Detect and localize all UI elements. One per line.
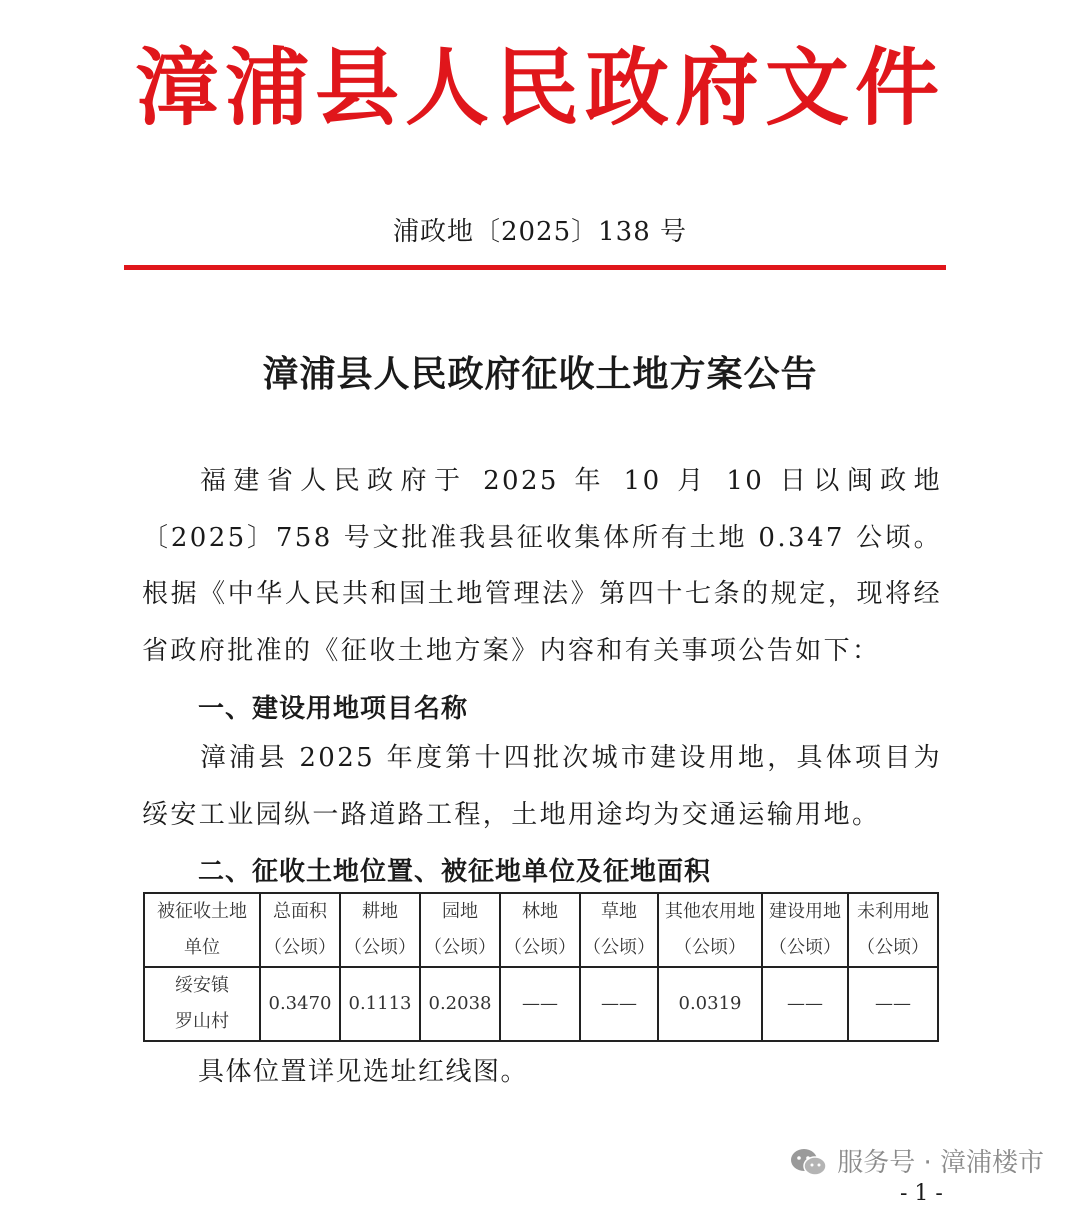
table-cell: —— [762, 967, 848, 1041]
red-divider-line [124, 265, 946, 270]
section1-text: 漳浦县 2025 年度第十四批次城市建设用地，具体项目为绥安工业园纵一路道路工程，土地用途均为交通运输用地。 [142, 743, 942, 830]
notice-title: 漳浦县人民政府征收土地方案公告 [262, 353, 818, 395]
watermark [789, 1143, 1044, 1183]
table-cell: 0.3470 [260, 967, 340, 1041]
table-cell: 0.0319 [658, 967, 762, 1041]
table-cell: 0.2038 [420, 967, 500, 1041]
table-header-cell: 园地 （公顷） [420, 893, 500, 967]
intro-paragraph: 福建省人民政府于 2025 年 10 月 10 日以闽政地〔2025〕758 号文批准我县征收集体所有土地 0.347 公顷。根据《中华人民共和国土地管理法》第四十七条的规定，现将经省政府批准的《征收土地方案》内容和有关事项公告如下： [142, 466, 942, 666]
table-header-cell: 被征收土地 单位 [144, 893, 260, 967]
section2-heading: 二、征收土地位置、被征地单位及征地面积 [198, 857, 712, 887]
table-header-cell: 未利用地 （公顷） [848, 893, 938, 967]
table-header-cell: 总面积 （公顷） [260, 893, 340, 967]
table-cell: —— [580, 967, 658, 1041]
page-number: - 1 - [900, 1181, 943, 1206]
table-header-cell: 耕地 （公顷） [340, 893, 420, 967]
table-cell: —— [500, 967, 580, 1041]
watermark-text: 服务号 · 漳浦楼市 [837, 1148, 1044, 1178]
wechat-icon [789, 1147, 829, 1179]
land-area-table [143, 892, 939, 1042]
document-number: 浦政地〔2025〕138 号 [392, 217, 688, 247]
table-cell-unit: 绥安镇 罗山村 [144, 967, 260, 1041]
table-row [144, 967, 938, 1041]
table-cell: —— [848, 967, 938, 1041]
document-header-title: 漳浦县人民政府文件 [134, 38, 945, 137]
location-note: 具体位置详见选址红线图。 [198, 1057, 529, 1087]
table-header-cell: 草地 （公顷） [580, 893, 658, 967]
table-header-cell: 其他农用地 （公顷） [658, 893, 762, 967]
table-header-row [144, 893, 938, 967]
table-header-cell: 林地 （公顷） [500, 893, 580, 967]
table-header-cell: 建设用地 （公顷） [762, 893, 848, 967]
section1-heading: 一、建设用地项目名称 [198, 694, 469, 724]
table-cell: 0.1113 [340, 967, 420, 1041]
